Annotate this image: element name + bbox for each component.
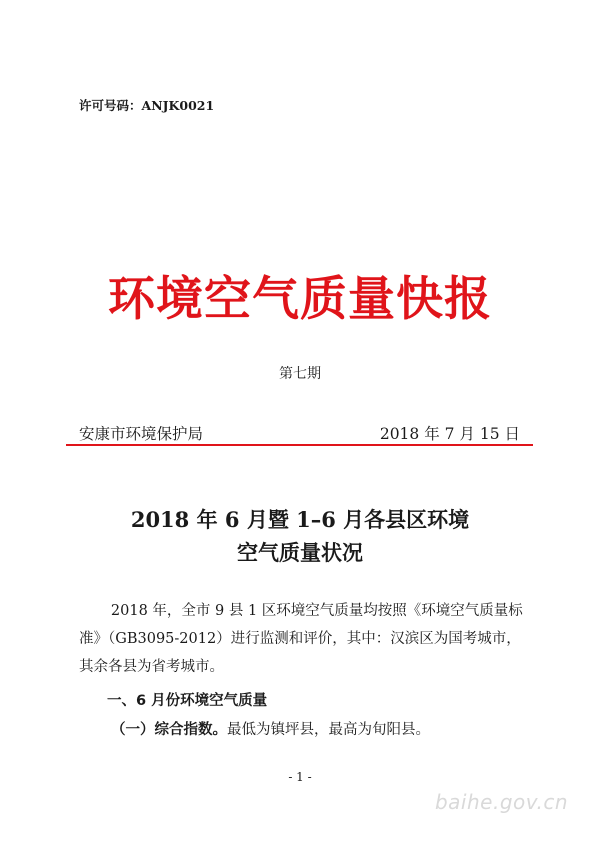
publish-date: 2018 年 7 月 15 日 xyxy=(379,425,520,443)
intro-paragraph: 2018 年，全市 9 县 1 区环境空气质量均按照《环境空气质量标准》（GB3095-2012）进行监测和评价，其中：汉滨区为国考城市，其余各县为省考城市。 xyxy=(79,603,523,675)
section-title: 一、6 月份环境空气质量 xyxy=(107,693,268,709)
issue-number: 第七期 xyxy=(279,366,321,382)
article-heading-line2: 空气质量状况 xyxy=(237,540,363,565)
page-number: - 1 - xyxy=(288,770,312,784)
license-number: 许可号码：ANJK0021 xyxy=(79,98,215,113)
publisher: 安康市环境保护局 xyxy=(79,425,204,443)
article-heading-line1: 2018 年 6 月暨 1–6 月各县区环境 xyxy=(130,507,470,532)
report-title: 环境空气质量快报 xyxy=(108,272,492,327)
subsection xyxy=(111,718,430,739)
subsection-text: 最低为镇坪县，最高为旬阳县。 xyxy=(227,722,430,738)
red-divider xyxy=(66,444,533,446)
subsection-label: （一）综合指数。 xyxy=(111,721,227,738)
watermark: baihe.gov.cn xyxy=(434,790,568,814)
